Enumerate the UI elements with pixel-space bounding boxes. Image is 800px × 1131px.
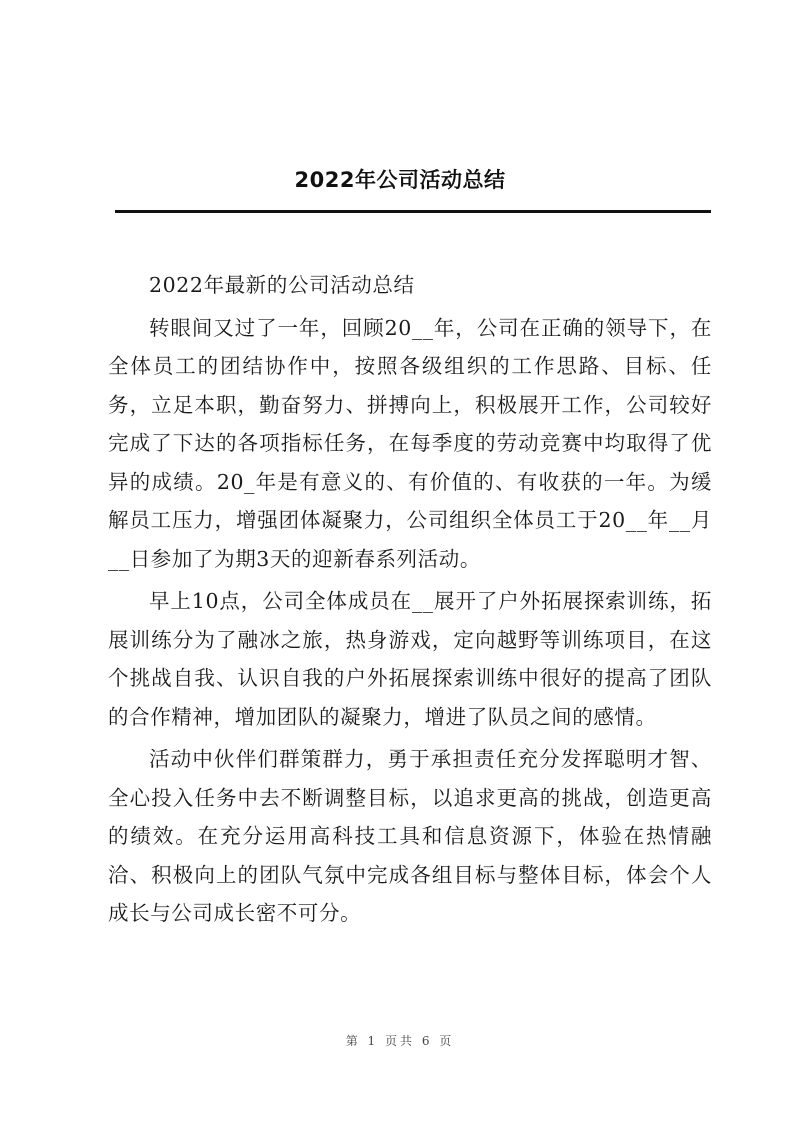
paragraph-subtitle: 2022年最新的公司活动总结 (149, 273, 415, 297)
paragraph-outdoor-training: 早上10点，公司全体成员在__展开了户外拓展探索训练，拓展训练分为了融冰之旅，热身游戏，定向越野等训练项目，在这个挑战自我、认识自我的户外拓展探索训练中很好的提高了团队的合作精神，增加团队的凝聚力，增进了队员之间的感情。 (108, 589, 712, 729)
title-divider (115, 210, 711, 213)
page-number-footer: 第 1 页共 6 页 (345, 1034, 455, 1048)
paragraph-review: 转眼间又过了一年，回顾20__年，公司在正确的领导下，在全体员工的团结协作中，按照各级组织的工作思路、目标、任务，立足本职，勤奋努力、拼搏向上，积极展开工作，公司较好完成了下达的各项指标任务，在每季度的劳动竞赛中均取得了优异的成绩。20_年是有意义的、有价值的、有收获的一年。为缓解员工压力，增强团体凝聚力，公司组织全体员工于20__年__月__日参加了为期3天的迎新春系列活动。 (108, 315, 712, 571)
document-body (108, 266, 712, 933)
document-title: 2022年公司活动总结 (294, 168, 506, 192)
paragraph-teamwork: 活动中伙伴们群策群力，勇于承担责任充分发挥聪明才智、全心投入任务中去不断调整目标，以追求更高的挑战，创造更高的绩效。在充分运用高科技工具和信息资源下，体验在热情融洽、积极向上的团队气氛中完成各组目标与整体目标，体会个人成长与公司成长密不可分。 (108, 747, 712, 925)
